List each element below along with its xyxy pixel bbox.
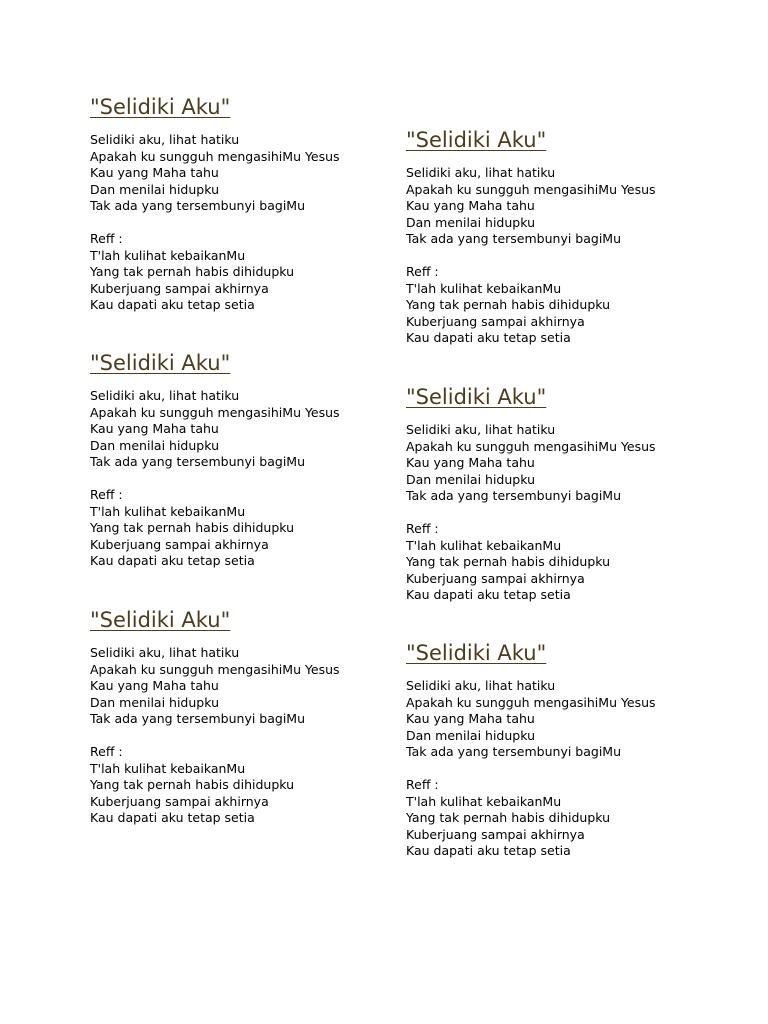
verse-line: Kau yang Maha tahu xyxy=(90,421,219,436)
reff-line: Yang tak pernah habis dihidupku xyxy=(406,297,611,312)
verse-line: Selidiki aku, lihat hatiku xyxy=(90,388,240,403)
reff-line: Yang tak pernah habis dihidupku xyxy=(90,520,295,535)
reff-label: Reff : xyxy=(90,744,123,759)
verse-line: Kau yang Maha tahu xyxy=(90,165,219,180)
verse-line: Dan menilai hidupku xyxy=(406,214,535,230)
stanza-gap xyxy=(90,728,390,745)
song-lyrics xyxy=(90,645,390,827)
song-title: "Selidiki Aku" xyxy=(406,641,547,665)
song-block-right-2 xyxy=(406,384,706,604)
song-block-right-3 xyxy=(406,640,706,860)
stanza-gap xyxy=(406,248,706,265)
reff-line: T'lah kulihat kebaikanMu xyxy=(90,503,246,519)
reff-line: T'lah kulihat kebaikanMu xyxy=(90,247,246,263)
reff-label: Reff : xyxy=(90,231,123,246)
verse-line: Dan menilai hidupku xyxy=(406,727,535,743)
verse-line: Apakah ku sungguh mengasihiMu Yesus xyxy=(406,694,656,710)
stanza-gap xyxy=(90,215,390,232)
reff-line: Kuberjuang sampai akhirnya xyxy=(90,280,269,296)
verse-line: Kau yang Maha tahu xyxy=(406,711,535,726)
song-lyrics xyxy=(406,165,706,347)
verse-line: Dan menilai hidupku xyxy=(90,181,219,197)
verse-line: Tak ada yang tersembunyi bagiMu xyxy=(406,488,621,503)
song-block-left-2 xyxy=(90,350,390,570)
verse-line: Kau yang Maha tahu xyxy=(406,455,535,470)
reff-line: Kau dapati aku tetap setia xyxy=(406,843,571,858)
song-title: "Selidiki Aku" xyxy=(90,351,231,375)
reff-line: Kau dapati aku tetap setia xyxy=(90,297,255,312)
reff-line: Yang tak pernah habis dihidupku xyxy=(406,810,611,825)
song-block-left-1 xyxy=(90,94,390,314)
reff-line: Kuberjuang sampai akhirnya xyxy=(90,536,269,552)
song-title: "Selidiki Aku" xyxy=(406,128,547,152)
verse-line: Selidiki aku, lihat hatiku xyxy=(406,678,556,693)
song-block-right-1 xyxy=(406,127,706,347)
song-title: "Selidiki Aku" xyxy=(406,385,547,409)
verse-line: Selidiki aku, lihat hatiku xyxy=(90,132,240,147)
song-title: "Selidiki Aku" xyxy=(90,608,231,632)
verse-line: Tak ada yang tersembunyi bagiMu xyxy=(90,711,305,726)
reff-label: Reff : xyxy=(406,264,439,279)
verse-line: Tak ada yang tersembunyi bagiMu xyxy=(406,231,621,246)
verse-line: Selidiki aku, lihat hatiku xyxy=(406,165,556,180)
song-lyrics xyxy=(90,132,390,314)
song-block-left-3 xyxy=(90,607,390,827)
reff-line: Kau dapati aku tetap setia xyxy=(406,587,571,602)
reff-line: T'lah kulihat kebaikanMu xyxy=(90,760,246,776)
reff-line: Yang tak pernah habis dihidupku xyxy=(90,777,295,792)
verse-line: Selidiki aku, lihat hatiku xyxy=(90,645,240,660)
song-lyrics xyxy=(90,388,390,570)
verse-line: Dan menilai hidupku xyxy=(406,471,535,487)
reff-line: T'lah kulihat kebaikanMu xyxy=(406,537,562,553)
reff-line: Yang tak pernah habis dihidupku xyxy=(406,554,611,569)
song-lyrics xyxy=(406,422,706,604)
reff-line: Kuberjuang sampai akhirnya xyxy=(90,793,269,809)
reff-label: Reff : xyxy=(90,487,123,502)
verse-line: Kau yang Maha tahu xyxy=(406,198,535,213)
stanza-gap xyxy=(406,505,706,522)
verse-line: Kau yang Maha tahu xyxy=(90,678,219,693)
verse-line: Apakah ku sungguh mengasihiMu Yesus xyxy=(90,404,340,420)
stanza-gap xyxy=(90,471,390,488)
verse-line: Dan menilai hidupku xyxy=(90,694,219,710)
reff-line: Kau dapati aku tetap setia xyxy=(90,553,255,568)
song-title: "Selidiki Aku" xyxy=(90,95,231,119)
reff-line: T'lah kulihat kebaikanMu xyxy=(406,280,562,296)
verse-line: Apakah ku sungguh mengasihiMu Yesus xyxy=(90,148,340,164)
verse-line: Tak ada yang tersembunyi bagiMu xyxy=(90,454,305,469)
verse-line: Apakah ku sungguh mengasihiMu Yesus xyxy=(406,438,656,454)
reff-line: T'lah kulihat kebaikanMu xyxy=(406,793,562,809)
reff-line: Kuberjuang sampai akhirnya xyxy=(406,313,585,329)
reff-label: Reff : xyxy=(406,521,439,536)
verse-line: Apakah ku sungguh mengasihiMu Yesus xyxy=(406,181,656,197)
verse-line: Dan menilai hidupku xyxy=(90,437,219,453)
reff-line: Kuberjuang sampai akhirnya xyxy=(406,826,585,842)
stanza-gap xyxy=(406,761,706,778)
verse-line: Tak ada yang tersembunyi bagiMu xyxy=(90,198,305,213)
reff-label: Reff : xyxy=(406,777,439,792)
reff-line: Kau dapati aku tetap setia xyxy=(90,810,255,825)
reff-line: Yang tak pernah habis dihidupku xyxy=(90,264,295,279)
reff-line: Kuberjuang sampai akhirnya xyxy=(406,570,585,586)
reff-line: Kau dapati aku tetap setia xyxy=(406,330,571,345)
verse-line: Selidiki aku, lihat hatiku xyxy=(406,422,556,437)
song-lyrics xyxy=(406,678,706,860)
verse-line: Apakah ku sungguh mengasihiMu Yesus xyxy=(90,661,340,677)
verse-line: Tak ada yang tersembunyi bagiMu xyxy=(406,744,621,759)
